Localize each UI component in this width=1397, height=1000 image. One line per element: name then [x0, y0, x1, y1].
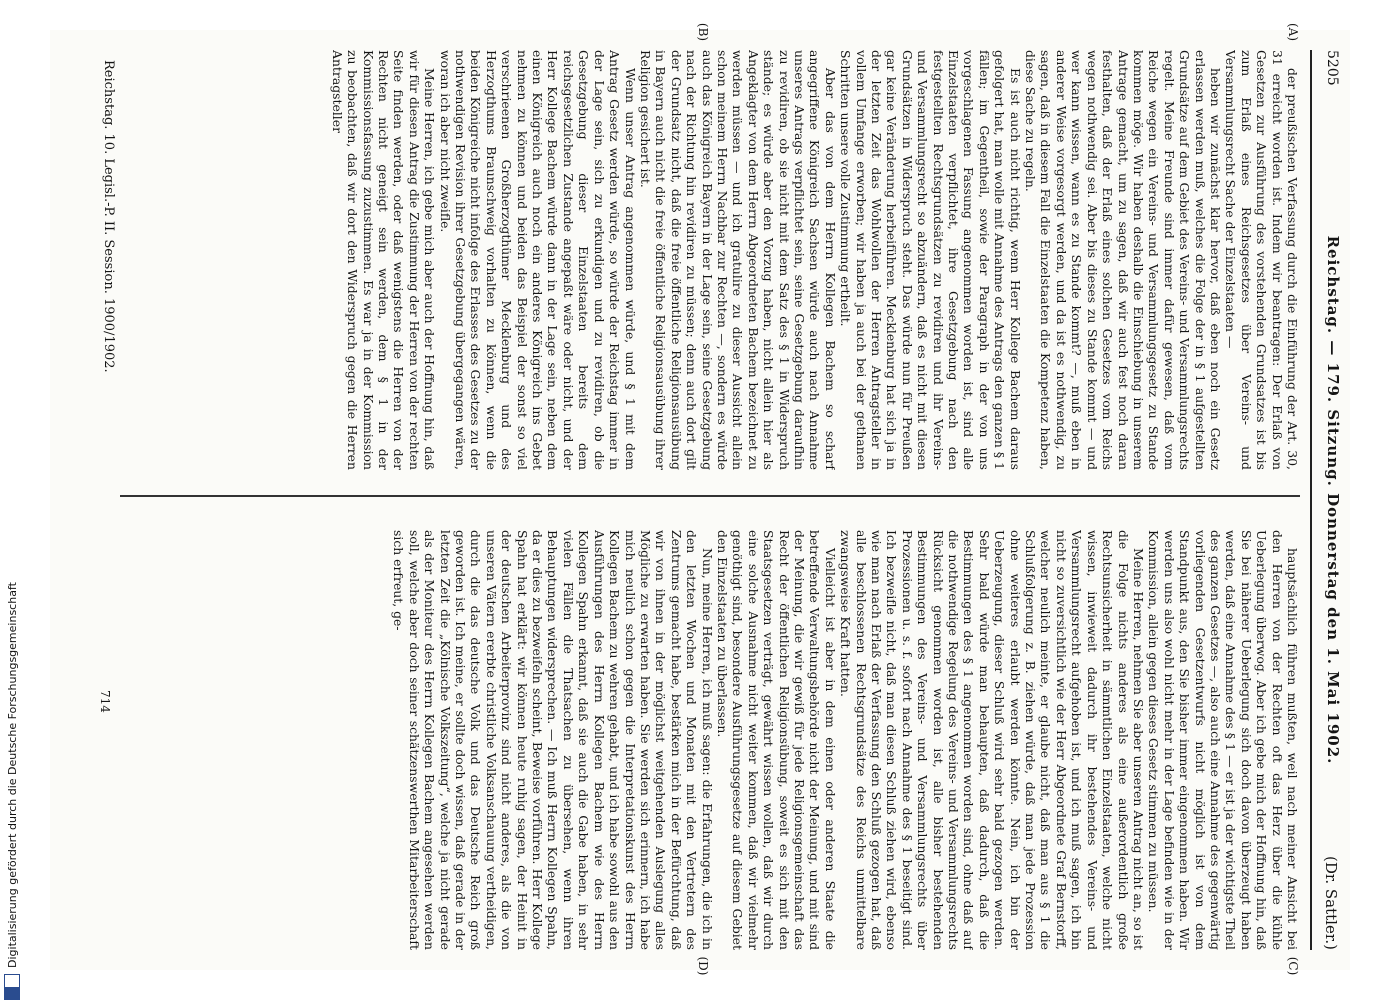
paragraph: Meine Herren, nehmen Sie aber unseren Antrag nicht an, so ist die Folge nichts anderes als eine außerordentlich große Rechtsunsicherheit in sämmtlichen Einzelstaaten, welche nicht wissen, inwieweit dadurch ihr bestehendes Vereins- und Versammlungsrecht aufgehoben ist, und ich muß sagen, ich bin nicht so zuversichtlich wie der Herr Abgeordnete Graf Bernstorff, welcher neulich meinte, er glaube nicht, daß man aus § 1 die Schlußfolgerung z. B. ziehen würde, daß man jede Prozession ohne weiteres erlaubt werden könnte. Nein, ich bin der Ueberzeugung, dieser Schluß wird sehr bald gezogen werden. Sehr bald würde man behaupten, daß dadurch, daß die Bestimmungen des § 1 angenommen worden sind, ohne daß auf die nothwendige Regelung des Vereins- und Versammlungsrechts Rücksicht genommen worden ist, alle bisher bestehenden Bestimmungen des Vereins- und Versammlungsrechts über Prozessionen u. s. f. sofort nach Annahme des § 1 beseitigt sind. Ich bezweifle nicht, daß man diesen Schluß ziehen wird, ebenso wie man nach Erlaß der Verfassung den Schluß gezogen hat, daß alle beschlossenen Rechtsgrundsätze des Reichs unmittelbare zwangsweise Kraft hatten. — [838, 530, 1146, 950]
dfg-logo-icon — [4, 974, 20, 1000]
scanned-page — [50, 22, 1350, 976]
speaker-name: (Dr. Sattler.) — [1322, 855, 1340, 950]
funding-credit — [1, 0, 23, 1000]
page-number: 5205 — [1324, 50, 1340, 86]
column-divider — [120, 495, 1300, 497]
margin-mark-b: (B) — [696, 22, 710, 42]
running-head — [1314, 50, 1342, 950]
text-column-right — [140, 530, 1300, 950]
page-title: Reichstag. — 179. Sitzung. Donnerstag den 1. Mai 1902. — [1324, 235, 1342, 765]
paragraph: Aber das von dem Herrn Kollegen Bachem so scharf angegriffene Königreich Sachsen würde auch nach Annahme unseres Antrags verpflichtet sein, seine Gesetzgebung daraufhin zu revidiren, ob sie nicht mit dem Satz des § 1 in Widerspruch stände; es würde aber den Vorzug haben, nicht allein hier als Angeklagter von dem Herrn Abgeordneten Bachem bezeichnet zu werden müssen — und ich gratulire zu dieser Aussicht allein schon meinem Herrn Nachbar zur Rechten —, sondern es würde auch das Königreich Bayern in der Lage sein, seine Gesetzgebung nach der Richtung hin revidiren zu müssen; denn auch dort gilt der Grundsatz nicht, daß die freie öffentliche Religionsausübung in Bayern auch nicht die freie öffentliche Religionsausübung ihrer Religion gesichert ist. — [637, 50, 838, 470]
footer-series: Reichstag. 10. Legisl.-P. II. Session. 1900/1902. — [101, 60, 116, 373]
paragraph: Es ist auch nicht richtig, wenn Herr Kollege Bachem daraus gefolgert hat, man wolle mit Annahme des Antrags den ganzen § 1 fällen; im Gegentheil, sowie der Paragraph in der von uns vorgeschlagenen Fassung angenommen worden ist, sind alle Einzelstaaten verpflichtet, ihre Gesetzgebung nach den festgestellten Rechtsgrundsätzen zu revidiren und ihr Vereins- und Versammlungsrecht so abzuändern, daß es nicht mit diesen Grundsätzen in Widerspruch steht. Das würde nun für Preußen gar keine Veränderung herbeiführen. Mecklenburg hat sich ja in der letzten Zeit das Wohlwollen der Herren Antragsteller in vollem Umfange erworben; wir haben ja auch bei der gethanen Schritten unsere volle Zustimmung ertheilt. — [838, 50, 1023, 470]
text-column-left — [140, 50, 1300, 470]
page-footer — [86, 50, 116, 950]
margin-mark-c: (C) — [1286, 956, 1300, 976]
footer-code: 714 — [98, 690, 112, 713]
paragraph: Nun, meine Herren, ich muß sagen: die Erfahrungen, die ich in den letzten Wochen und Monaten mit den Vertretern des Zentrums gemacht habe, bestärken mich in der Befürchtung, daß wir von ihnen in der möglichst weitgehenden Auslegung alles Mögliche zu erwarten haben. Sie werden sich erinnern, ich habe mich neulich schon gegen die Interpretationskunst des Herrn Kollegen Bachem zu wehren gehabt, und ich habe sowohl aus den Ausführungen des Herrn Kollegen Bachem wie des Herrn Kollegen Spahn erkannt, daß sie auch die Gabe haben, in sehr vielen Fällen die Thatsachen zu übersehen, wenn ihren Behauptungen widersprechen. — Ich muß Herrn Kollegen Spahn, da er dies zu bezweifeln scheint, Beweise vorführen. Herr Kollege Spahn hat erklärt: wir können heute ruhig sagen, der Heinit in der deutschen Arbeiterprovinz sind nicht anderes, als die von unseren Vätern ererbte christliche Volksanschauung vertheidigen, durch die das deutsche Volk und das Deutsche Reich groß geworden ist. Ich meine, er sollte doch wissen, daß gerade in der letzten Zeit die „Kölnische Volkszeitung“, welche ja nicht gerade als der Moniteur des Herrn Kollegen Bachem angesehen werden soll, welche aber doch seiner schätzenswerthen Mitarbeiterschaft sich erfreut, ge- — [391, 530, 715, 950]
paragraph: Vielleicht ist aber in dem einen oder anderen Staate die betreffende Verwaltungsbehörde nicht der Meinung, und mit sind der Meinung, die wir gewiß für jede Religionsgemeinschaft das Recht der öffentlichen Religionsübung, soweit es sich mit den Staatsgesetzen verträgt, gewährt wissen wollen, daß wir durch eine solche Ausnahme nicht weiter kommen, daß wir vielmehr genöthigt sind, besondere Ausführungsgesetze auf diesem Gebiet den Einzelstaaten zu überlassen. — [714, 530, 838, 950]
paragraph: Wenn unser Antrag angenommen würde, und § 1 mit dem Antrag Gesetz werden würde, so würde der Reichstag immer in der Lage sein, sich zu erkundigen und zu revidiren, ob die Gesetzgebung dieser Einzelstaaten bereits dem reichsgesetzlichen Zustande angepaßt wäre oder nicht, und der Herr Kollege Bachem würde dann in der Lage sein, neben dem einen Königreich auch noch ein anderes Königreich ins Gebet nehmen zu können und beiden das Beispiel der sonst so viel verschrieenen Großherzogthümer Mecklenburg und des Herzogthums Braunschweig vorhalten zu können, wenn die beiden Königreiche nicht infolge des Erlasses des Gesetzes zu der nothwendigen Revision ihrer Gesetzgebung übergegangen wären, woran ich aber nicht zweifle. — [437, 50, 638, 470]
paragraph: der preußischen Verfassung durch die Einführung der Art. 30, 31 erreicht worden ist. Indem wir beantragen: Der Erlaß von Gesetzen zur Ausführung des vorstehenden Grundsatzes ist bis zum Erlaß eines Reichsgesetzes über Vereins- und Versammlungsrecht Sache der Einzelstaaten — — [1223, 50, 1300, 470]
paragraph: heben wir zunächst klar hervor, daß eben noch ein Gesetz erlassen werden muß, welches die Folge der in § 1 aufgestellten Grundsätze auf dem Gebiet des Vereins- und Versammlungsrechts regelt. Meine Freunde sind immer dafür gewesen, daß vom Reiche wegen ein Vereins- und Versammlungsgesetz zu Stande kommen möge. Wir haben deshalb die Einschiebung in unserem Antrage gemacht, um zu sagen, daß wir auch fest noch daran festhalten, daß der Erlaß eines solchen Gesetzes vom Reichs wegen nothwendig sei. Aber bis dieses zu Stande kommt — und wer kann wissen, wann es zu Stande kommt? —, muß eben in anderer Weise vorgesorgt werden, und da ist es nothwendig, zu sagen, daß in diesem Fall die Einzelstaaten die Kompetenz haben, diese Sache zu regeln. — [1023, 50, 1223, 470]
header-rule — [1310, 50, 1312, 950]
margin-mark-a: (A) — [1286, 22, 1300, 42]
paragraph: Meine Herren, ich gebe mich aber auch der Hoffnung hin, daß wir für diesen Antrag die Zustimmung der Herren von der rechten Seite finden werden, oder daß wenigstens die Herren von der Rechten nicht geneigt sein werden, dem § 1 in der Kommissionsfassung zuzustimmen. Es war ja in der Kommission zu beobachten, daß wir dort den Widerspruch gegen die Herren Antragsteller — [329, 50, 438, 470]
funding-credit-text: Digitalisierung gefördert durch die Deutsche Forschungsgemeinschaft — [5, 582, 19, 968]
paragraph: hauptsächlich führen mußten, weil nach meiner Ansicht bei den Herren von der Rechten oft das Herz über die kühle Ueberlegung überwog. Aber ich gebe mich der Hoffnung hin, daß Sie bei näherer Ueberlegung sich doch davon überzeugt haben werden, daß eine Annahme des § 1 — er ist ja der wichtigste Theil des ganzen Gesetzes —, also auch eine Annahme des gegenwärtig vorliegenden Gesetzentwurfs nicht möglich ist von dem Standpunkt aus, den Sie bisher immer eingenommen haben. Wir werden uns also wohl nicht mehr in der Lage befinden wie in der Kommission, allein gegen dieses Gesetz stimmen zu müssen. — [1146, 530, 1300, 950]
margin-mark-d: (D) — [696, 956, 710, 976]
